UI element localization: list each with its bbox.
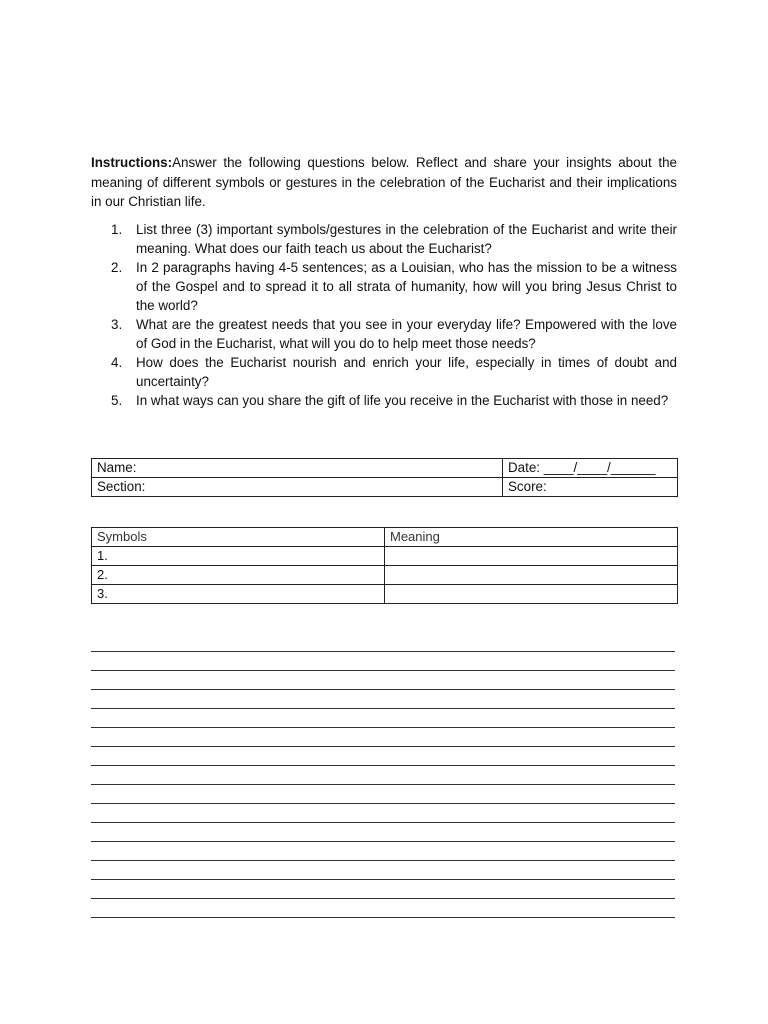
question-number: 2.	[111, 260, 123, 275]
symbol-cell[interactable]: 3.	[92, 585, 385, 604]
meaning-column-header: Meaning	[385, 528, 678, 547]
question-text: List three (3) important symbols/gestures in the celebration of the Eucharist and write their meaning. What does our faith teach us about the Eucharist?	[136, 222, 677, 256]
question-item	[91, 220, 677, 258]
answer-line[interactable]	[91, 670, 675, 671]
name-field[interactable]: Name:	[92, 459, 503, 478]
answer-line[interactable]	[91, 746, 675, 747]
date-field[interactable]: Date: ____/____/______	[503, 459, 678, 478]
question-item	[91, 391, 677, 410]
answer-line[interactable]	[91, 917, 675, 918]
instructions-label: Instructions:	[91, 155, 173, 170]
score-field[interactable]: Score:	[503, 478, 678, 497]
answer-line[interactable]	[91, 803, 675, 804]
meaning-cell[interactable]	[385, 566, 678, 585]
symbol-cell[interactable]: 2.	[92, 566, 385, 585]
table-header-row	[92, 528, 678, 547]
answer-line[interactable]	[91, 784, 675, 785]
question-number: 3.	[111, 317, 123, 332]
answer-line[interactable]	[91, 689, 675, 690]
answer-line[interactable]	[91, 765, 675, 766]
answer-line[interactable]	[91, 841, 675, 842]
instructions-text: Answer the following questions below. Reflect and share your insights about the meaning of different symbols or gestures in the celebration of the Eucharist and their implications in our Christian life.	[91, 155, 677, 209]
answer-line[interactable]	[91, 860, 675, 861]
question-text: In what ways can you share the gift of life you receive in the Eucharist with those in need?	[136, 393, 669, 408]
answer-line[interactable]	[91, 651, 675, 652]
answer-line[interactable]	[91, 727, 675, 728]
answer-line[interactable]	[91, 879, 675, 880]
answer-line[interactable]	[91, 898, 675, 899]
question-text: How does the Eucharist nourish and enrich your life, especially in times of doubt and uncertainty?	[136, 355, 677, 389]
meaning-cell[interactable]	[385, 585, 678, 604]
question-item	[91, 315, 677, 353]
instructions-paragraph	[91, 153, 677, 212]
section-field[interactable]: Section:	[92, 478, 503, 497]
question-list	[91, 220, 677, 410]
table-row	[92, 566, 678, 585]
question-text: In 2 paragraphs having 4-5 sentences; as a Louisian, who has the mission to be a witness of the Gospel and to spread it to all strata of humanity, how will you bring Jesus Christ to the world?	[136, 260, 677, 313]
table-row	[92, 585, 678, 604]
table-row	[92, 459, 678, 478]
answer-line[interactable]	[91, 822, 675, 823]
answer-line[interactable]	[91, 708, 675, 709]
student-info-table	[91, 458, 678, 497]
question-number: 4.	[111, 355, 123, 370]
question-text: What are the greatest needs that you see in your everyday life? Empowered with the love of God in the Eucharist, what will you do to help meet those needs?	[136, 317, 677, 351]
symbols-column-header: Symbols	[92, 528, 385, 547]
symbol-cell[interactable]: 1.	[92, 547, 385, 566]
question-item	[91, 258, 677, 315]
question-number: 1.	[111, 222, 123, 237]
table-row	[92, 478, 678, 497]
question-number: 5.	[111, 393, 123, 408]
meaning-cell[interactable]	[385, 547, 678, 566]
table-row	[92, 547, 678, 566]
question-item	[91, 353, 677, 391]
symbols-table	[91, 527, 678, 604]
